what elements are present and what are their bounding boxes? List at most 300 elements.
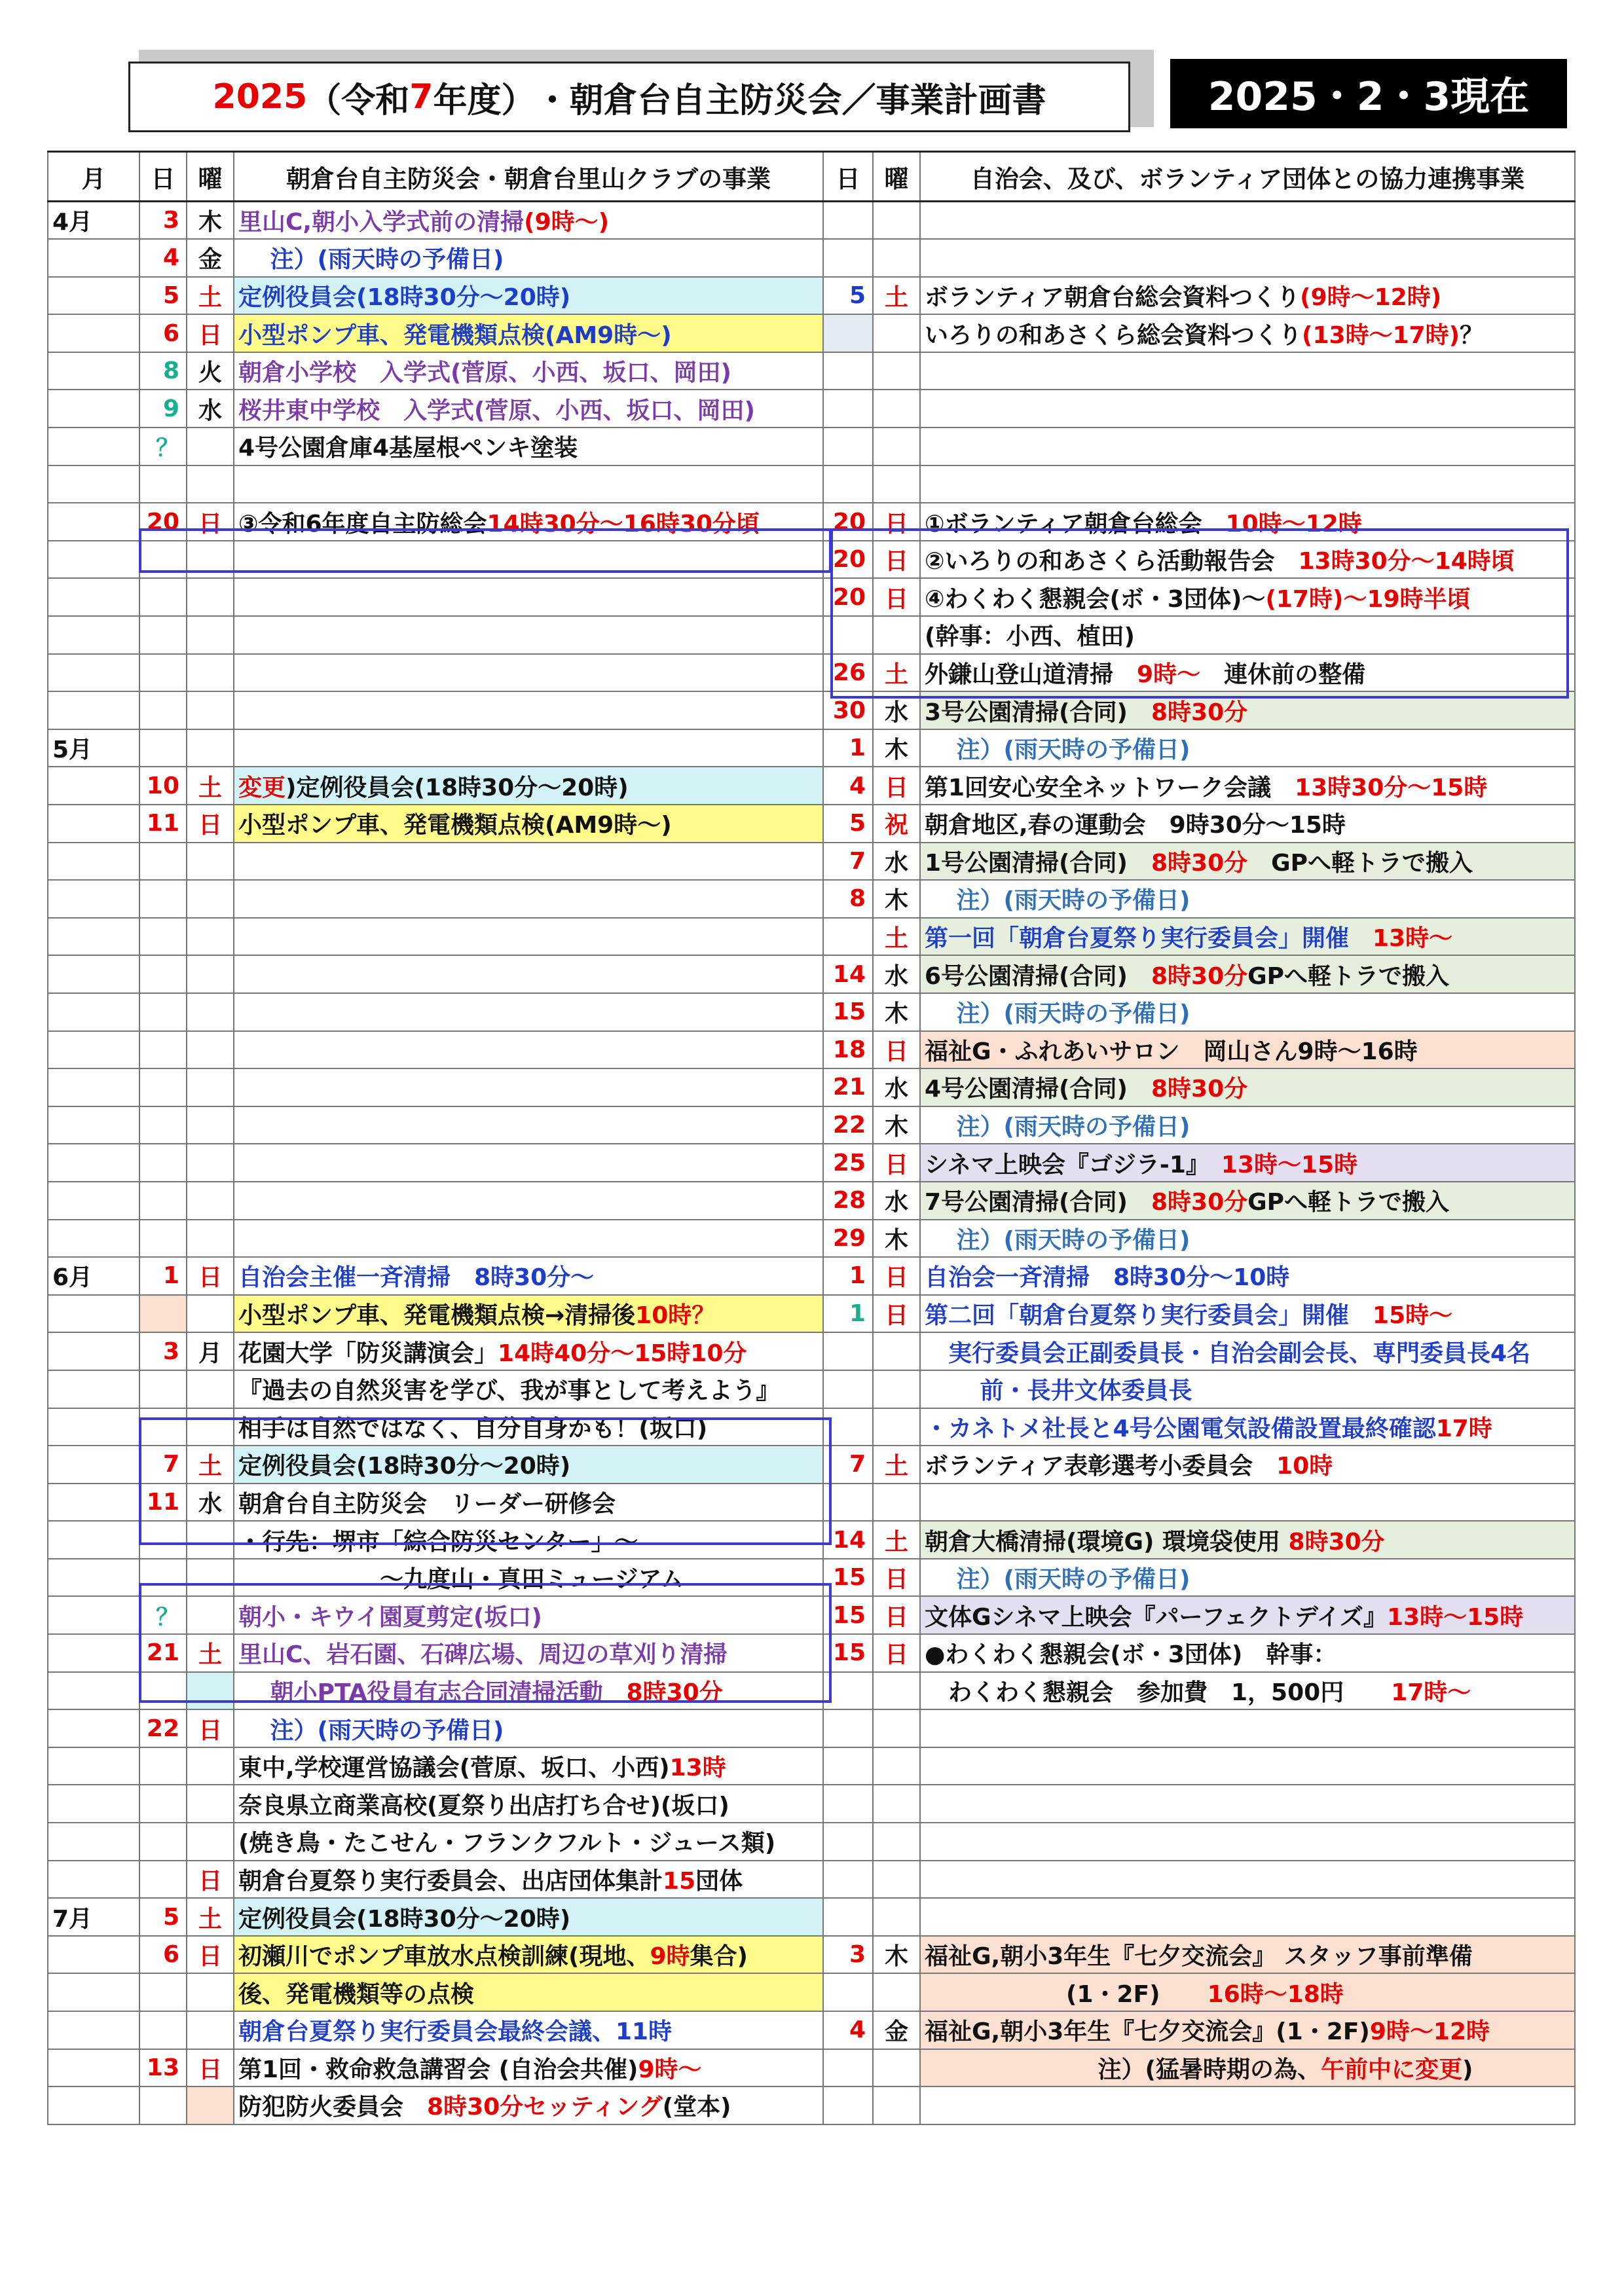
left-event-cell (234, 202, 823, 240)
right-event-text: 注）(雨天時の予備日) (925, 1000, 1190, 1028)
left-event-text: 定例役員会(18時30分～20時) (238, 1905, 571, 1933)
table-row (48, 503, 1575, 541)
left-event-cell (234, 729, 823, 767)
left-event-text: 10時？ (635, 1302, 716, 1330)
table-row (48, 729, 1575, 767)
month-cell (48, 2086, 139, 2124)
left-event-text: 15 (663, 1867, 696, 1895)
right-day-cell: 14 (823, 955, 873, 993)
month-cell (48, 805, 139, 843)
table-row (48, 465, 1575, 503)
table-row (48, 1370, 1575, 1408)
left-event-cell (234, 1559, 823, 1597)
left-weekday-cell (187, 1295, 234, 1333)
right-event-cell (920, 1332, 1575, 1370)
month-cell (48, 465, 139, 503)
table-row (48, 1106, 1575, 1144)
month-cell (48, 1370, 139, 1408)
right-day-cell (823, 428, 873, 465)
right-weekday-cell (873, 1898, 920, 1936)
left-event-text: 相手は自然ではなく、自分自身かも！(坂口) (238, 1415, 708, 1442)
month-cell (48, 767, 139, 805)
right-day-cell: 5 (823, 805, 873, 843)
month-cell (48, 616, 139, 654)
left-event-text: 定例役員会(18時30分～20時) (238, 283, 571, 311)
month-cell (48, 1446, 139, 1484)
left-event-cell (234, 616, 823, 654)
month-cell (48, 390, 139, 428)
left-weekday-cell: 日 (187, 1861, 234, 1899)
table-row (48, 843, 1575, 881)
right-day-cell: 4 (823, 767, 873, 805)
left-event-text: 4号公園倉庫4基屋根ペンキ塗装 (238, 435, 578, 462)
left-weekday-cell (187, 541, 234, 579)
right-event-cell (920, 1973, 1575, 2011)
left-day-cell: 13 (139, 2049, 187, 2087)
right-event-text: 朝倉大橋清掃(環境G) 環境袋使用 (925, 1528, 1289, 1556)
right-event-cell (920, 1446, 1575, 1484)
right-weekday-cell (873, 1785, 920, 1823)
left-event-cell (234, 1446, 823, 1484)
right-weekday-cell: 日 (873, 541, 920, 579)
right-event-cell (920, 2011, 1575, 2049)
table-row (48, 1634, 1575, 1672)
table-row (48, 880, 1575, 918)
right-event-text: 注）(雨天時の予備日) (925, 737, 1190, 764)
col-right-events: 自治会、及び、ボランティア団体との協力連携事業 (920, 152, 1575, 202)
right-event-text: GPへ軽トラで搬入 (1247, 962, 1450, 990)
right-event-text: 10時 (1276, 1453, 1333, 1480)
right-day-cell: 20 (823, 541, 873, 579)
left-day-cell (139, 465, 187, 503)
right-event-cell (920, 1182, 1575, 1220)
left-event-cell (234, 1257, 823, 1295)
right-event-text: 8時30分 (1151, 849, 1248, 877)
right-event-text: 前・長井文体委員長 (925, 1377, 1192, 1405)
left-event-cell (234, 1861, 823, 1899)
right-weekday-cell (873, 1823, 920, 1861)
right-event-text: 6号公園清掃(合同) (925, 962, 1151, 990)
left-day-cell (139, 1106, 187, 1144)
right-weekday-cell (873, 2086, 920, 2124)
title-era-num: 7 (409, 77, 434, 117)
col-day-2: 日 (823, 152, 873, 202)
left-day-cell (139, 1861, 187, 1899)
month-cell (48, 691, 139, 729)
table-row (48, 578, 1575, 616)
left-weekday-cell (187, 1785, 234, 1823)
right-day-cell: 14 (823, 1521, 873, 1559)
left-event-cell (234, 843, 823, 881)
right-event-text: 17時～ (1391, 1679, 1471, 1706)
right-event-text: 文体Gシネマ上映会『パーフェクトデイズ』 (925, 1603, 1387, 1631)
right-weekday-cell: 木 (873, 1936, 920, 1974)
right-event-cell (920, 843, 1575, 881)
month-cell (48, 541, 139, 579)
month-cell (48, 1634, 139, 1672)
left-event-text: 14時40分～15時10分 (498, 1339, 747, 1367)
right-event-text: 7号公園清掃(合同) (925, 1189, 1151, 1216)
right-day-cell: 21 (823, 1068, 873, 1106)
table-row (48, 541, 1575, 579)
left-day-cell: ？ (139, 428, 187, 465)
left-event-text: 小型ポンプ車、発電機類点検(AM9時～) (238, 321, 672, 349)
left-weekday-cell (187, 1220, 234, 1258)
left-weekday-cell (187, 2011, 234, 2049)
left-day-cell (139, 918, 187, 956)
left-event-text: (焼き鳥・たこせん・フランクフルト・ジュース類) (238, 1830, 776, 1857)
left-weekday-cell (187, 1823, 234, 1861)
right-event-text: 10時～12時 (1225, 510, 1362, 538)
right-event-text: 13時30分～14時頃 (1298, 548, 1515, 575)
table-row (48, 1521, 1575, 1559)
right-event-text: ①ボランティア朝倉台総会 (925, 510, 1226, 538)
right-day-cell: 25 (823, 1144, 873, 1182)
right-day-cell (823, 918, 873, 956)
left-event-cell (234, 767, 823, 805)
title-era-open: （令和 (307, 81, 410, 120)
right-event-text: ・カネトメ社長と4号公園電気設備設置最終確認 (925, 1415, 1436, 1442)
right-event-cell (920, 428, 1575, 465)
left-weekday-cell: 木 (187, 202, 234, 240)
right-event-cell (920, 390, 1575, 428)
right-event-text: 8時30分 (1288, 1528, 1385, 1556)
left-day-cell (139, 1747, 187, 1785)
right-event-text: ●わくわく懇親会(ボ・3団体) 幹事： (925, 1641, 1337, 1669)
left-event-cell (234, 1220, 823, 1258)
right-event-cell (920, 541, 1575, 579)
month-cell: 4月 (48, 202, 139, 240)
left-weekday-cell (187, 691, 234, 729)
table-row (48, 1257, 1575, 1295)
table-row (48, 1408, 1575, 1446)
month-cell (48, 1672, 139, 1710)
left-event-cell (234, 1370, 823, 1408)
table-row (48, 1484, 1575, 1522)
month-cell (48, 1295, 139, 1333)
left-event-text: 小型ポンプ車、発電機類点検(AM9時～) (238, 812, 672, 839)
right-event-text: 9時～ (1137, 661, 1201, 688)
title-main: ・朝倉台自主防災会／事業計画書 (535, 81, 1046, 120)
month-cell (48, 277, 139, 315)
left-weekday-cell: 土 (187, 1898, 234, 1936)
right-event-text: 第一回「朝倉台夏祭り実行委員会」開催 (925, 925, 1373, 953)
right-event-text: 13時～15時 (1221, 1151, 1358, 1178)
right-event-text: 13時30分～15時 (1295, 774, 1488, 801)
left-event-cell (234, 1408, 823, 1446)
right-day-cell: 1 (823, 729, 873, 767)
right-weekday-cell: 日 (873, 1295, 920, 1333)
right-weekday-cell (873, 390, 920, 428)
table-row (48, 2086, 1575, 2124)
left-day-cell: 6 (139, 1936, 187, 1974)
left-event-text: 朝倉小学校 入学式(菅原、小西、坂口、岡田) (238, 359, 731, 387)
left-event-text: 14時30分～16時30分頃 (487, 510, 760, 538)
right-day-cell (823, 1785, 873, 1823)
table-row (48, 1861, 1575, 1899)
left-day-cell (139, 1031, 187, 1069)
right-day-cell (823, 2049, 873, 2087)
left-event-text: 注）(雨天時の予備日) (238, 246, 504, 274)
left-event-text: 初瀬川でポンプ車放水点検訓練(現地、 (238, 1943, 650, 1971)
right-weekday-cell: 木 (873, 1220, 920, 1258)
col-weekday: 曜 (187, 152, 234, 202)
left-event-text: 朝倉台自主防災会 リーダー研修会 (238, 1490, 616, 1518)
left-day-cell (139, 616, 187, 654)
table-row (48, 654, 1575, 692)
month-cell (48, 1332, 139, 1370)
left-event-text: 9時～ (638, 2056, 702, 2083)
left-event-cell (234, 314, 823, 352)
right-event-cell (920, 880, 1575, 918)
left-event-cell (234, 2086, 823, 2124)
month-cell (48, 1596, 139, 1634)
left-day-cell: 8 (139, 352, 187, 390)
right-event-cell (920, 465, 1575, 503)
table-row (48, 239, 1575, 277)
right-weekday-cell (873, 202, 920, 240)
header-row (48, 152, 1575, 202)
left-weekday-cell: 金 (187, 239, 234, 277)
right-event-cell (920, 1521, 1575, 1559)
left-day-cell: 5 (139, 277, 187, 315)
left-event-cell (234, 541, 823, 579)
right-event-cell (920, 767, 1575, 805)
right-event-cell (920, 805, 1575, 843)
right-event-cell (920, 1672, 1575, 1710)
right-weekday-cell: 日 (873, 767, 920, 805)
left-event-cell (234, 2049, 823, 2087)
table-row (48, 1973, 1575, 2011)
left-day-cell: 3 (139, 202, 187, 240)
left-event-text: 13時 (669, 1755, 726, 1782)
left-weekday-cell (187, 1747, 234, 1785)
month-cell (48, 1408, 139, 1446)
left-event-cell (234, 1973, 823, 2011)
right-day-cell (823, 1484, 873, 1522)
month-cell (48, 880, 139, 918)
left-event-cell (234, 277, 823, 315)
right-event-text: 福祉G,朝小3年生『七夕交流会』(1・2F) (925, 2018, 1370, 2046)
right-event-text: (17時)～19時半頃 (1265, 585, 1471, 613)
left-weekday-cell (187, 1672, 234, 1710)
right-weekday-cell (873, 616, 920, 654)
left-event-cell (234, 239, 823, 277)
right-event-text: 朝倉地区,春の運動会 9時30分～15時 (925, 812, 1346, 839)
month-cell (48, 843, 139, 881)
left-event-text: 朝小・キウイ園夏剪定(坂口) (238, 1603, 542, 1631)
table-row (48, 691, 1575, 729)
left-event-cell (234, 465, 823, 503)
left-event-text: 変更 (238, 774, 286, 801)
left-day-cell (139, 1672, 187, 1710)
right-day-cell (823, 1672, 873, 1710)
left-weekday-cell (187, 729, 234, 767)
month-cell (48, 654, 139, 692)
right-event-cell (920, 1596, 1575, 1634)
right-weekday-cell (873, 1332, 920, 1370)
left-weekday-cell (187, 578, 234, 616)
right-event-cell (920, 1634, 1575, 1672)
left-event-text: 『過去の自然災害を学び、我が事として考えよう』 (238, 1377, 780, 1405)
left-event-text: 朝倉台夏祭り実行委員会、出店団体集計 (238, 1867, 663, 1895)
table-row (48, 2049, 1575, 2087)
left-event-cell (234, 1068, 823, 1106)
right-event-text: 自治会一斉清掃 8時30分～10時 (925, 1264, 1290, 1292)
right-event-text: 実行委員会正副委員長・自治会副会長、専門委員長4名 (925, 1339, 1531, 1367)
left-weekday-cell: 土 (187, 277, 234, 315)
right-weekday-cell: 日 (873, 503, 920, 541)
left-event-cell (234, 390, 823, 428)
right-event-text: 16時～18時 (1207, 1980, 1344, 2008)
month-cell (48, 1861, 139, 1899)
month-cell (48, 1936, 139, 1974)
left-day-cell: 11 (139, 805, 187, 843)
left-event-text: )定例役員会(18時30分～20時) (286, 774, 629, 801)
left-event-cell (234, 1672, 823, 1710)
right-event-cell (920, 729, 1575, 767)
left-weekday-cell: 日 (187, 503, 234, 541)
right-weekday-cell: 日 (873, 1144, 920, 1182)
right-weekday-cell: 木 (873, 1106, 920, 1144)
right-event-text: 17時 (1435, 1415, 1492, 1442)
left-weekday-cell: 日 (187, 1257, 234, 1295)
right-event-text: 注）(雨天時の予備日) (925, 1566, 1190, 1594)
left-event-text: 里山C,朝小入学式前の清掃 (238, 209, 525, 236)
col-month: 月 (48, 152, 139, 202)
left-event-text: ・行先：堺市「綜合防災センター」～ (238, 1528, 638, 1556)
left-day-cell: 5 (139, 1898, 187, 1936)
right-event-text: 1号公園清掃(合同) (925, 849, 1151, 877)
right-day-cell (823, 1898, 873, 1936)
right-day-cell: 5 (823, 277, 873, 315)
left-weekday-cell (187, 616, 234, 654)
table-row (48, 202, 1575, 240)
right-weekday-cell (873, 1484, 920, 1522)
right-weekday-cell: 水 (873, 1182, 920, 1220)
left-event-cell (234, 1484, 823, 1522)
table-row (48, 993, 1575, 1031)
right-day-cell: 22 (823, 1106, 873, 1144)
left-day-cell: 22 (139, 1709, 187, 1747)
right-day-cell: 7 (823, 1446, 873, 1484)
right-day-cell: 30 (823, 691, 873, 729)
right-event-cell (920, 918, 1575, 956)
left-event-text: 自治会主催一斉清掃 8時30分～ (238, 1264, 595, 1292)
month-cell (48, 1144, 139, 1182)
right-weekday-cell: 日 (873, 1634, 920, 1672)
right-day-cell: 20 (823, 503, 873, 541)
right-weekday-cell: 水 (873, 1068, 920, 1106)
left-event-cell (234, 578, 823, 616)
page-title (128, 62, 1130, 132)
left-day-cell (139, 729, 187, 767)
right-event-text: わくわく懇親会 参加費 1，500円 (925, 1679, 1392, 1706)
right-day-cell (823, 2086, 873, 2124)
left-weekday-cell (187, 1106, 234, 1144)
table-row (48, 1709, 1575, 1747)
table-row (48, 314, 1575, 352)
right-event-cell (920, 1861, 1575, 1899)
left-event-cell (234, 993, 823, 1031)
right-weekday-cell (873, 239, 920, 277)
table-row (48, 2011, 1575, 2049)
left-event-text: 里山C、岩石園、石碑広場、周辺の草刈り清掃 (238, 1641, 728, 1669)
month-cell (48, 1521, 139, 1559)
right-weekday-cell (873, 428, 920, 465)
left-day-cell (139, 1068, 187, 1106)
right-event-cell (920, 1785, 1575, 1823)
right-event-text: ②いろりの和あさくら活動報告会 (925, 548, 1299, 575)
right-weekday-cell (873, 1672, 920, 1710)
left-event-text: 集合) (690, 1943, 748, 1971)
right-event-cell (920, 1220, 1575, 1258)
month-cell (48, 1973, 139, 2011)
left-event-text: ～九度山・真田ミュージアム (238, 1566, 684, 1594)
left-day-cell: 3 (139, 1332, 187, 1370)
table-row (48, 1144, 1575, 1182)
left-day-cell (139, 843, 187, 881)
right-weekday-cell: 日 (873, 578, 920, 616)
right-event-text: GPへ軽トラで搬入 (1247, 1189, 1450, 1216)
left-weekday-cell (187, 993, 234, 1031)
left-event-cell (234, 1295, 823, 1333)
month-cell (48, 239, 139, 277)
right-weekday-cell: 土 (873, 654, 920, 692)
right-day-cell: 15 (823, 1596, 873, 1634)
table-row (48, 1672, 1575, 1710)
left-day-cell: 11 (139, 1484, 187, 1522)
left-event-cell (234, 918, 823, 956)
left-event-text: 第1回・救命救急講習会 (自治会共催) (238, 2056, 638, 2083)
table-row (48, 616, 1575, 654)
left-event-text: 注）(雨天時の予備日) (238, 1717, 504, 1744)
right-event-text: ？ (1460, 321, 1484, 349)
right-event-text: 福祉G・ふれあいサロン 岡山さん9時～16時 (925, 1038, 1418, 1065)
left-day-cell (139, 1559, 187, 1597)
right-weekday-cell: 土 (873, 918, 920, 956)
left-weekday-cell (187, 428, 234, 465)
left-event-cell (234, 654, 823, 692)
right-event-text: 4号公園清掃(合同) (925, 1076, 1151, 1103)
right-event-text: 注）(猛暑時期の為、 (925, 2056, 1321, 2083)
right-day-cell (823, 1332, 873, 1370)
left-weekday-cell: 日 (187, 314, 234, 352)
month-cell (48, 2011, 139, 2049)
month-cell (48, 918, 139, 956)
left-weekday-cell (187, 1068, 234, 1106)
right-day-cell (823, 202, 873, 240)
left-event-text: 団体 (695, 1867, 743, 1895)
month-cell: 7月 (48, 1898, 139, 1936)
table-row (48, 1936, 1575, 1974)
month-cell: 5月 (48, 729, 139, 767)
month-cell (48, 1484, 139, 1522)
right-event-text: ) (1462, 2056, 1473, 2083)
right-day-cell: 3 (823, 1936, 873, 1974)
right-event-text: (9時～12時) (1300, 283, 1442, 311)
table-row (48, 1031, 1575, 1069)
left-weekday-cell: 月 (187, 1332, 234, 1370)
right-event-text: ボランティア朝倉台総会資料つくり (925, 283, 1301, 311)
left-weekday-cell (187, 955, 234, 993)
right-event-text: 注）(雨天時の予備日) (925, 887, 1190, 915)
right-event-cell (920, 314, 1575, 352)
left-weekday-cell (187, 1596, 234, 1634)
right-event-cell (920, 503, 1575, 541)
left-weekday-cell: 土 (187, 1634, 234, 1672)
left-day-cell (139, 654, 187, 692)
